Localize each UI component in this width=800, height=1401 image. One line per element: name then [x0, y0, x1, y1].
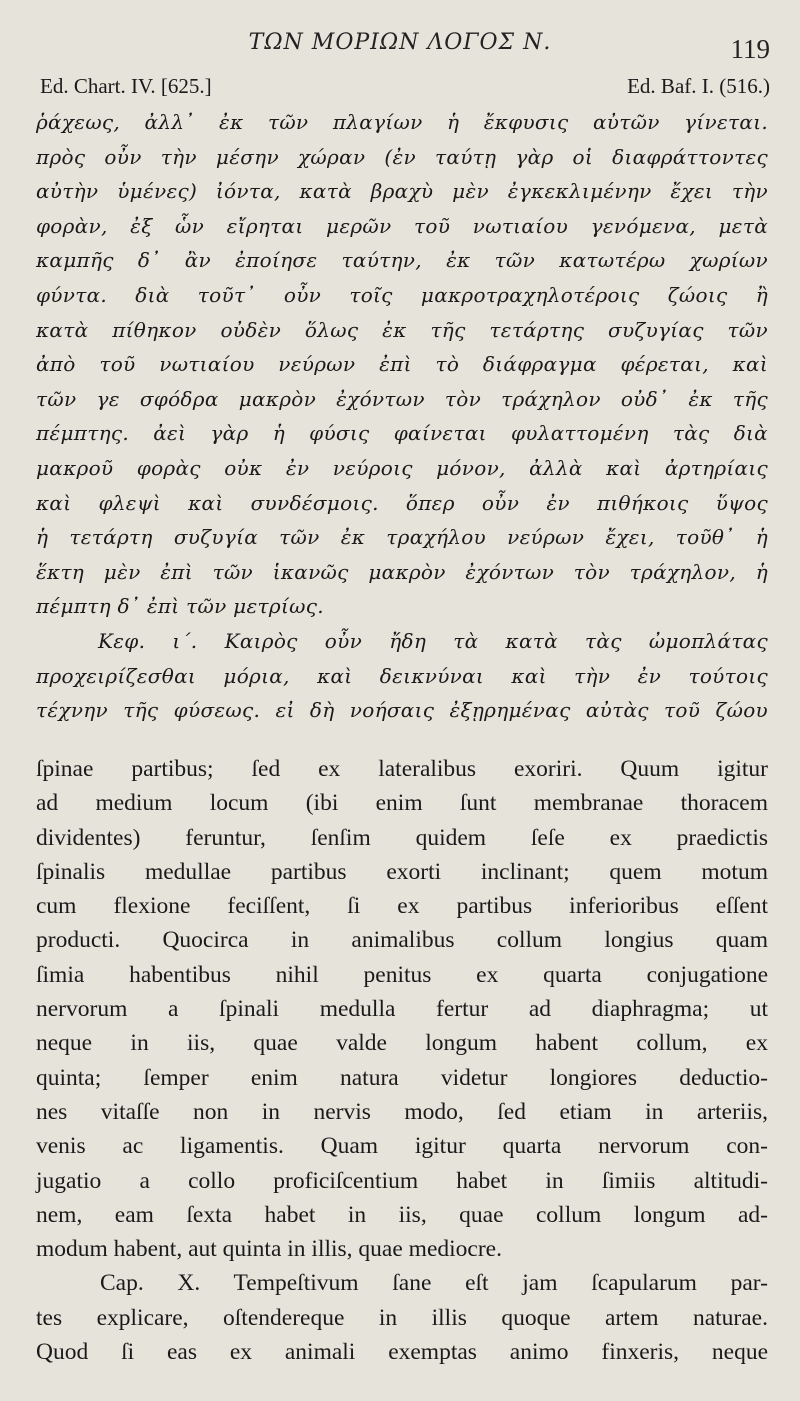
greek-line: προχειρίζεσθαι μόρια, καὶ δεικνύναι καὶ τὴν ἐν τούτοις [36, 663, 768, 688]
page-number: 119 [730, 34, 770, 64]
edition-reference-right: Ed. Baf. I. (516.) [627, 74, 770, 98]
greek-line: ἀπὸ τοῦ νωτιαίου νεύρων ἐπὶ τὸ διάφραγμα φέρεται, καὶ [36, 352, 768, 377]
latin-line: venis ac ligamentis. Quam igitur quarta nervorum con- [36, 1133, 768, 1160]
latin-line: nem, eam ſexta habet in iis, quae collum longum ad- [36, 1201, 768, 1228]
greek-line: καμπῆς δ᾽ ἂν ἐποίησε ταύτην, ἐκ τῶν κατωτέρω χωρίων [36, 248, 768, 273]
latin-line: cum flexione feciſſent, ſi ex partibus inferioribus eſſent [36, 893, 768, 920]
greek-line: φύντα. διὰ τοῦτ᾽ οὖν τοῖς μακροτραχηλοτέροις ζώοις ἢ [36, 282, 768, 307]
latin-line: nes vitaſſe non in nervis modo, ſed etiam in arteriis, [36, 1098, 768, 1125]
latin-line: neque in iis, quae valde longum habent collum, ex [36, 1030, 768, 1057]
greek-line: πέμπτη δ᾽ ἐπὶ τῶν μετρίως. [36, 594, 324, 619]
latin-line: jugatio a collo proficiſcentium habet in ſimiis altitudi- [36, 1167, 768, 1194]
latin-line: tes explicare, oſtendereque in illis quoque artem naturae. [36, 1304, 768, 1331]
greek-line: ἡ τετάρτη συζυγία τῶν ἐκ τραχήλου νεύρων ἔχει, τοῦθ᾽ ἡ [36, 525, 768, 550]
greek-text-block [36, 105, 768, 728]
latin-line: quinta; ſemper enim natura videtur longiores deductio- [36, 1064, 768, 1091]
greek-line: κατὰ πίθηκον οὐδὲν ὅλως ἐκ τῆς τετάρτης συζυγίας τῶν [36, 317, 768, 342]
latin-line: ſimia habentibus nihil penitus ex quarta conjugatione [36, 961, 768, 988]
greek-line: πρὸς οὖν τὴν μέσην χώραν (ἐν ταύτῃ γὰρ οἱ διαφράττοντες [36, 144, 768, 169]
running-title: ΤΩΝ ΜΟΡΙΩΝ ΛΟΓΟΣ Ν. [248, 30, 552, 55]
greek-chapter-heading-line: Κεφ. ι΄. Καιρὸς οὖν ἤδη τὰ κατὰ τὰς ὠμοπλάτας [98, 628, 768, 653]
latin-line: ſpinalis medullae partibus exorti inclinant; quem motum [36, 858, 768, 885]
greek-line: πέμπτης. ἀεὶ γὰρ ἡ φύσις φαίνεται φυλαττομένη τὰς διὰ [36, 421, 768, 446]
greek-line: μακροῦ φορὰς οὐκ ἐν νεύροις μόνον, ἀλλὰ καὶ ἀρτηρίαις [36, 455, 768, 480]
latin-line: nervorum a ſpinali medulla fertur ad diaphragma; ut [36, 996, 768, 1023]
greek-line: φορὰν, ἐξ ὧν εἴρηται μερῶν τοῦ νωτιαίου γενόμενα, μετὰ [36, 213, 768, 238]
greek-line: τέχνην τῆς φύσεως. εἰ δὴ νοήσαις ἐξῃρημένας αὐτὰς τοῦ ζώου [36, 698, 768, 723]
edition-reference-left: Ed. Chart. IV. [625.] [40, 74, 212, 98]
greek-line: ῥάχεως, ἀλλ᾽ ἐκ τῶν πλαγίων ἡ ἔκφυσις αὐτῶν γίνεται. [36, 110, 768, 134]
latin-line: Quod ſi eas ex animali exemptas animo finxeris, neque [36, 1339, 768, 1366]
greek-line: ἕκτη μὲν ἐπὶ τῶν ἱκανῶς μακρὸν ἐχόντων τὸν τράχηλον, ἡ [36, 559, 768, 584]
greek-line: καὶ φλεψὶ καὶ συνδέσμοις. ὅπερ οὖν ἐν πιθήκοις ὕψος [36, 490, 768, 515]
latin-text-block [36, 752, 768, 1369]
latin-line: modum habent, aut quinta in illis, quae mediocre. [36, 1236, 502, 1263]
latin-line: producti. Quocirca in animalibus collum longius quam [36, 927, 768, 954]
latin-chapter-heading-line: Cap. X. Tempeſtivum ſane eſt jam ſcapularum par- [100, 1270, 768, 1297]
latin-line: ſpinae partibus; ſed ex lateralibus exoriri. Quum igitur [36, 756, 768, 782]
latin-line: ad medium locum (ibi enim ſunt membranae thoracem [36, 790, 768, 817]
latin-line: dividentes) feruntur, ſenſim quidem ſeſe ex praedictis [36, 824, 768, 851]
greek-line: τῶν γε σφόδρα μακρὸν ἐχόντων τὸν τράχηλον οὐδ᾽ ἐκ τῆς [36, 386, 768, 411]
greek-line: αὐτὴν ὑμένες) ἰόντα, κατὰ βραχὺ μὲν ἐγκεκλιμένην ἔχει τὴν [36, 179, 768, 204]
